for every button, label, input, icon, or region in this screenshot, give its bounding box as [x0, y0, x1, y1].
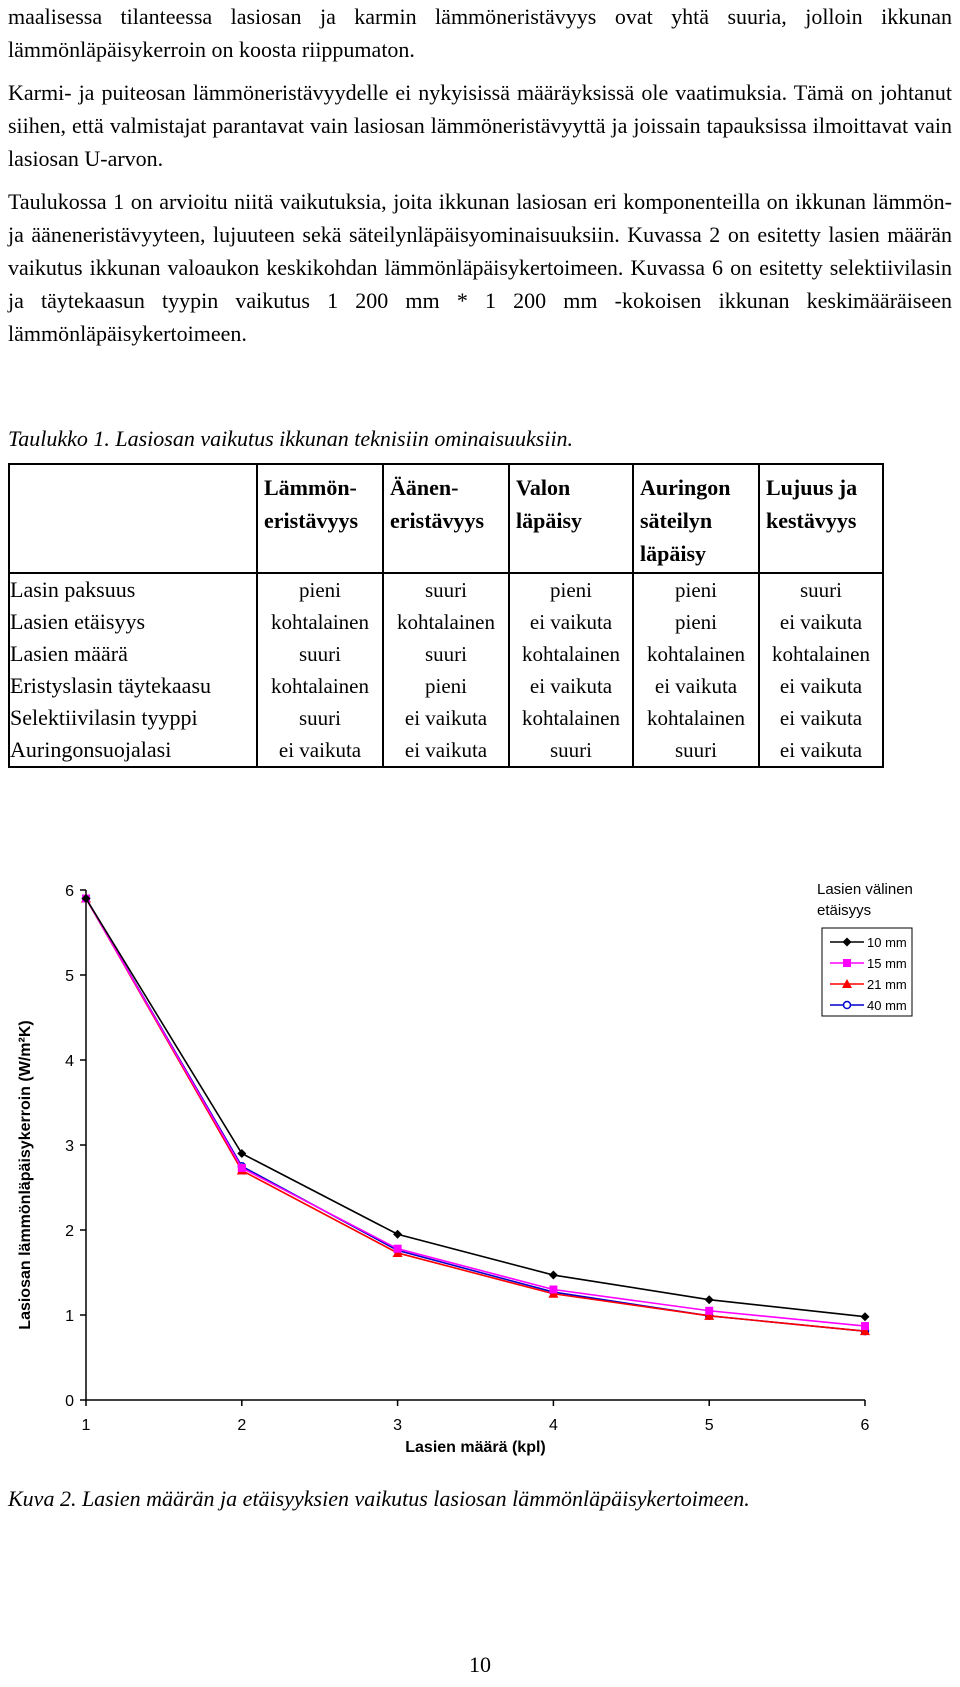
table-cell: suuri — [383, 638, 509, 670]
table-cell: kohtalainen — [633, 702, 759, 734]
table-row — [9, 734, 883, 767]
legend-title: Lasien välinen — [817, 881, 913, 898]
data-point — [861, 1312, 870, 1321]
table-cell: suuri — [257, 702, 383, 734]
table-row-label: Lasin paksuus — [9, 573, 257, 606]
table-cell: kohtalainen — [509, 702, 633, 734]
table-row — [9, 702, 883, 734]
legend-entry: 10 mm — [867, 935, 907, 950]
x-tick-label: 2 — [237, 1417, 247, 1434]
legend-marker — [843, 959, 851, 967]
table-cell: ei vaikuta — [257, 734, 383, 767]
series-line-40mm — [86, 899, 865, 1332]
table-cell: pieni — [257, 573, 383, 606]
y-tick-label: 4 — [65, 1053, 74, 1070]
table-row-label: Selektiivilasin tyyppi — [9, 702, 257, 734]
table-cell: ei vaikuta — [383, 702, 509, 734]
data-point — [549, 1286, 557, 1294]
table-cell: pieni — [383, 670, 509, 702]
x-tick-label: 4 — [548, 1417, 558, 1434]
u-value-chart — [8, 868, 952, 1468]
table-cell: ei vaikuta — [509, 670, 633, 702]
y-tick-label: 6 — [65, 883, 74, 900]
table-row-label: Lasien määrä — [9, 638, 257, 670]
table-cell: suuri — [759, 573, 883, 606]
legend-entry: 40 mm — [867, 998, 907, 1013]
table-header-empty — [9, 464, 257, 573]
data-point — [705, 1307, 713, 1315]
page-number: 10 — [469, 1652, 491, 1677]
table-cell: ei vaikuta — [633, 670, 759, 702]
table-cell: suuri — [509, 734, 633, 767]
table-row-label: Auringonsuojalasi — [9, 734, 257, 767]
y-tick-label: 3 — [65, 1138, 74, 1155]
table-header-cell: Valon läpäisy — [509, 464, 633, 573]
table-header-cell: Äänen-eristävyys — [383, 464, 509, 573]
legend-marker — [844, 1002, 851, 1009]
table-cell: kohtalainen — [633, 638, 759, 670]
series-line-21mm — [86, 899, 865, 1332]
table-cell: ei vaikuta — [383, 734, 509, 767]
y-tick-label: 5 — [65, 968, 74, 985]
properties-table — [8, 463, 884, 768]
table-header-cell: Lujuus ja kestävyys — [759, 464, 883, 573]
table-row-label: Eristyslasin täytekaasu — [9, 670, 257, 702]
table-row — [9, 638, 883, 670]
table-cell: kohtalainen — [509, 638, 633, 670]
table-header-row — [9, 464, 883, 573]
x-tick-label: 3 — [393, 1417, 403, 1434]
table-cell: suuri — [257, 638, 383, 670]
table-cell: suuri — [633, 734, 759, 767]
paragraph-2: Karmi- ja puiteosan lämmöneristävyydelle ei nykyisissä määräyksissä ole vaatimuksia. Tämä on johtanut siihen, että valmistajat parantavat vain lasiosan lämmöneristävyyttä ja joissain tapauksissa ilmoittavat vain lasiosan U-arvon. — [8, 80, 952, 171]
y-tick-label: 1 — [65, 1308, 74, 1325]
table-row — [9, 670, 883, 702]
table-cell: pieni — [633, 606, 759, 638]
x-tick-label: 1 — [81, 1417, 91, 1434]
table-header-cell: Auringon säteilyn läpäisy — [633, 464, 759, 573]
table-cell: pieni — [509, 573, 633, 606]
legend-entry: 21 mm — [867, 977, 907, 992]
data-point — [861, 1322, 869, 1330]
paragraph-3: Taulukossa 1 on arvioitu niitä vaikutuksia, joita ikkunan lasiosan eri komponenteilla on ikkunan lämmön- ja ääneneristävyyteen, lujuuteen sekä säteilynläpäisyominaisuuksiin. Kuvassa 2 on esitetty lasien määrän vaikutus ikkunan valoaukon keskikohdan lämmönläpäisykertoimeen. Kuvassa 6 on esitetty selektiivilasin ja täytekaasun tyypin vaikutus 1 200 mm * 1 200 mm -kokoisen ikkunan keskimääräiseen lämmönläpäisykertoimeen. — [8, 189, 952, 346]
table-cell: ei vaikuta — [759, 606, 883, 638]
figure-caption: Kuva 2. Lasien määrän ja etäisyyksien vaikutus lasiosan lämmönläpäisykertoimeen. — [8, 1486, 750, 1511]
x-tick-label: 5 — [704, 1417, 714, 1434]
document-page — [8, 0, 952, 1677]
table-cell: suuri — [383, 573, 509, 606]
table-cell: kohtalainen — [759, 638, 883, 670]
y-tick-label: 2 — [65, 1223, 74, 1240]
table-cell: ei vaikuta — [759, 702, 883, 734]
table-cell: kohtalainen — [257, 670, 383, 702]
paragraph-1: maalisessa tilanteessa lasiosan ja karmin lämmöneristävyys ovat yhtä suuria, jolloin ikkunan lämmönläpäisykerroin on koosta riippumaton. — [8, 4, 952, 62]
data-point — [238, 1164, 246, 1172]
table-row-label: Lasien etäisyys — [9, 606, 257, 638]
data-point — [393, 1230, 402, 1239]
table-cell: pieni — [633, 573, 759, 606]
legend-entry: 15 mm — [867, 956, 907, 971]
table-cell: kohtalainen — [383, 606, 509, 638]
data-point — [705, 1295, 714, 1304]
table-caption: Taulukko 1. Lasiosan vaikutus ikkunan teknisiin ominaisuuksiin. — [8, 426, 574, 451]
table-cell: ei vaikuta — [759, 670, 883, 702]
table-header-cell: Lämmön-eristävyys — [257, 464, 383, 573]
legend-title: etäisyys — [817, 902, 872, 919]
y-axis-label: Lasiosan lämmönläpäisykerroin (W/m²K) — [17, 1020, 34, 1330]
table-row — [9, 573, 883, 606]
data-point — [237, 1149, 246, 1158]
y-tick-label: 0 — [65, 1393, 74, 1410]
table-row — [9, 606, 883, 638]
table-cell: ei vaikuta — [509, 606, 633, 638]
table-cell: kohtalainen — [257, 606, 383, 638]
series-line-10mm — [86, 899, 865, 1317]
x-axis-label: Lasien määrä (kpl) — [405, 1439, 546, 1456]
data-point — [549, 1271, 558, 1280]
x-tick-label: 6 — [860, 1417, 870, 1434]
data-point — [394, 1245, 402, 1253]
table-cell: ei vaikuta — [759, 734, 883, 767]
series-line-15mm — [86, 899, 865, 1327]
